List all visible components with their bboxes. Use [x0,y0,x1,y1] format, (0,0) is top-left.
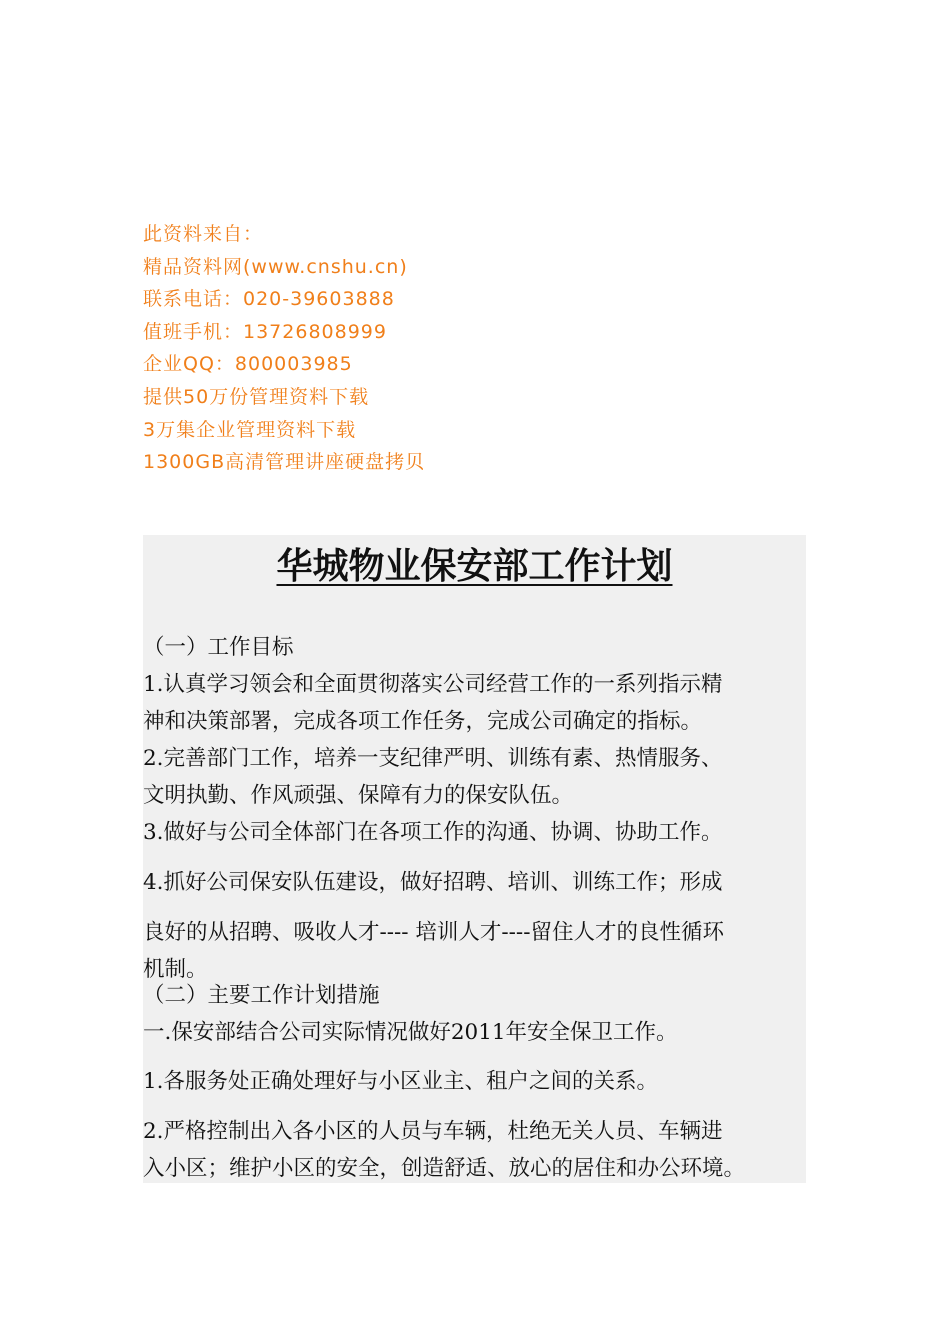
source-line-website: 精品资料网(www.cnshu.cn) [143,255,408,278]
goal-2-line-2: 文明执勤、作风顽强、保障有力的保安队伍。 [143,783,574,808]
section-heading-measures: （二）主要工作计划措施 [143,983,380,1008]
section-heading-goals: （一）工作目标 [143,635,294,660]
source-line-phone: 联系电话：020-39603888 [143,288,395,311]
measure-2-line-2: 入小区；维护小区的安全，创造舒适、放心的居住和办公环境。 [143,1156,746,1181]
source-line-qq: 企业QQ：800003985 [143,353,353,376]
source-info-block [143,218,643,479]
source-line-offer-1: 提供50万份管理资料下载 [143,385,370,408]
source-line-offer-2: 3万集企业管理资料下载 [143,418,357,441]
goal-4-line-1: 4.抓好公司保安队伍建设，做好招聘、培训、训练工作；形成 [143,870,723,895]
document-panel [143,535,806,1183]
measure-heading-1: 一.保安部结合公司实际情况做好2011年安全保卫工作。 [143,1020,678,1045]
measure-2-line-1: 2.严格控制出入各小区的人员与车辆，杜绝无关人员、车辆进 [143,1119,723,1144]
document-title: 华城物业保安部工作计划 [276,545,673,587]
goal-1-line-2: 神和决策部署，完成各项工作任务，完成公司确定的指标。 [143,709,703,734]
goal-1-line-1: 1.认真学习领会和全面贯彻落实公司经营工作的一系列指示精 [143,672,723,697]
goal-4-line-2: 良好的从招聘、吸收人才---- 培训人才----留住人才的良性循环 [143,920,724,945]
measure-1: 1.各服务处正确处理好与小区业主、租户之间的关系。 [143,1069,659,1094]
source-line-mobile: 值班手机：13726808999 [143,320,387,343]
source-line-origin: 此资料来自： [143,223,264,245]
source-line-offer-3: 1300GB高清管理讲座硬盘拷贝 [143,451,426,474]
goal-3-line: 3.做好与公司全体部门在各项工作的沟通、协调、协助工作。 [143,820,723,845]
goal-4-line-3: 机制。 [143,957,208,982]
goal-2-line-1: 2.完善部门工作，培养一支纪律严明、训练有素、热情服务、 [143,746,723,771]
